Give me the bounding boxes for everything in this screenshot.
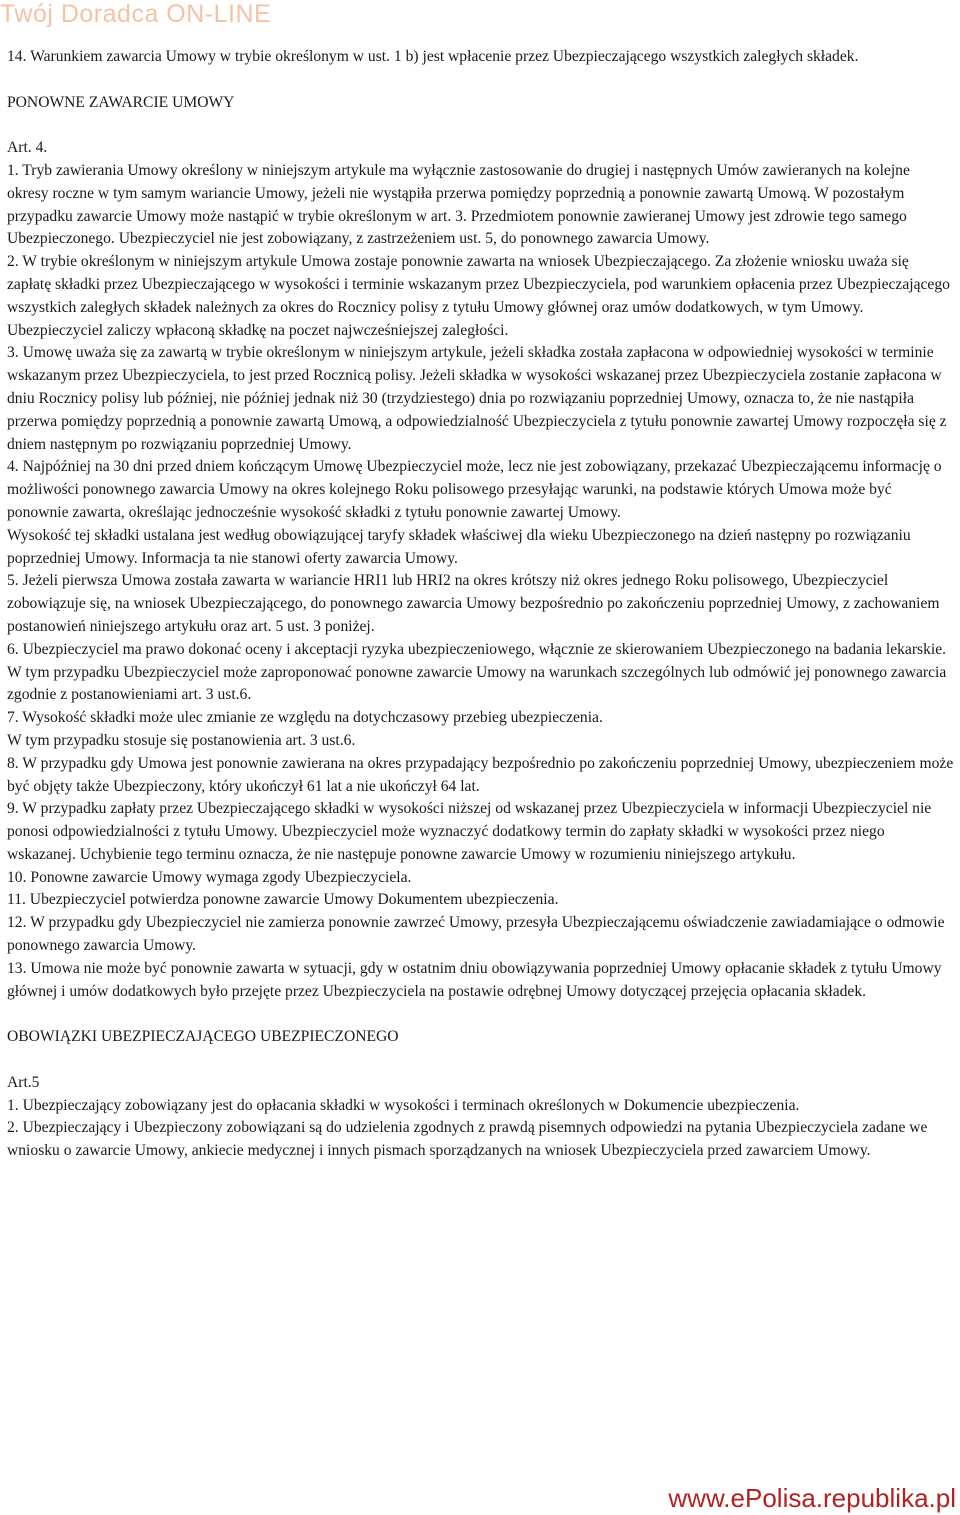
art4-paragraph: 9. W przypadku zapłaty przez Ubezpieczającego składki w wysokości niższej od wskazanej przez Ubezpieczyciela w informacji Ubezpieczyciel nie ponosi odpowiedzialności z tytułu Umowy. Ubezpieczyciel może wyznaczyć dodatkowy termin do zapłaty składki w wysokości przez niego wskazanej. Uchybienie tego terminu oznacza, że nie następuje ponowne zawarcie Umowy w rozumieniu niniejszego artykułu. [7, 800, 932, 863]
art4-paragraph: 1. Tryb zawierania Umowy określony w niniejszym artykule ma wyłącznie zastosowanie do drugiej i następnych Umów zawieranych na kolejne okresy roczne w tym samym wariancie Umowy, jeżeli nie wystąpiła przerwa pomiędzy poprzednią a ponownie zawartą Umową. W pozostałym przypadku zawarcie Umowy może nastąpić w trybie określonym w art. 3. Przedmiotem ponownie zawieranej Umowy jest zdrowie tego samego Ubezpieczonego. Ubezpieczyciel nie jest zobowiązany, z zastrzeżeniem ust. 5, do ponownego zawarcia Umowy. [7, 161, 910, 248]
section-heading-obowiazki: OBOWIĄZKI UBEZPIECZAJĄCEGO UBEZPIECZONEGO [7, 1028, 399, 1046]
section-heading-ponowne-zawarcie: PONOWNE ZAWARCIE UMOWY [7, 93, 235, 111]
art4-paragraph: 3. Umowę uważa się za zawartą w trybie określonym w niniejszym artykule, jeżeli składka została zapłacona w odpowiedniej wysokości w terminie wskazanym przez Ubezpieczyciela, to jest przed Rocznicą polisy. Jeżeli składka w wysokości wskazanej przez Ubezpieczyciela zostanie zapłacona w dniu Rocznicy polisy lub później, nie później jednak niż 30 (trzydziestego) dnia po rozwiązaniu poprzedniej Umowy, oznacza to, że nie nastąpiła przerwa pomiędzy poprzednią a ponownie zawartą Umową, a odpowiedzialność Ubezpieczyciela z tytułu ponownie zawartej Umowy rozpoczęła się z dniem następnym po rozwiązaniu poprzedniej Umowy. [7, 344, 947, 453]
art4-paragraph: 7. Wysokość składki może ulec zmianie ze względu na dotychczasowy przebieg ubezpieczenia. [7, 709, 603, 727]
art4-paragraph: 12. W przypadku gdy Ubezpieczyciel nie zamierza ponownie zawrzeć Umowy, przesyła Ubezpieczającemu oświadczenie zawiadamiające o odmowie ponownego zawarcia Umowy. [7, 914, 945, 955]
site-header-title: Twój Doradca ON-LINE [0, 0, 272, 28]
article-5-label: Art.5 [7, 1073, 40, 1091]
art4-paragraph: 4. Najpóźniej na 30 dni przed dniem kończącym Umowę Ubezpieczyciel może, lecz nie jest zobowiązany, przekazać Ubezpieczającemu informację o możliwości ponownego zawarcia Umowy na okres kolejnego Roku polisowego przesyłając warunki, na podstawie których Umowa może być ponownie zawarta, określając jednocześnie wysokość składki z tytułu ponownie zawartej Umowy. [7, 458, 942, 521]
art4-paragraph: W tym przypadku stosuje się postanowienia art. 3 ust.6. [7, 731, 356, 749]
art4-paragraph: 11. Ubezpieczyciel potwierdza ponowne zawarcie Umowy Dokumentem ubezpieczenia. [7, 891, 559, 909]
art5-paragraph: 1. Ubezpieczający zobowiązany jest do opłacania składki w wysokości i terminach określonych w Dokumencie ubezpieczenia. [7, 1096, 800, 1114]
art4-paragraph: 10. Ponowne zawarcie Umowy wymaga zgody Ubezpieczyciela. [7, 868, 412, 886]
art4-paragraph: Wysokość tej składki ustalana jest według obowiązującej taryfy składek właściwej dla wieku Ubezpieczonego na dzień następny po rozwiązaniu poprzedniej Umowy. Informacja ta nie stanowi oferty zawarcia Umowy. [7, 526, 911, 567]
art5-paragraph: 2. Ubezpieczający i Ubezpieczony zobowiązani są do udzielenia zgodnych z prawdą pisemnych odpowiedzi na pytania Ubezpieczyciela zadane we wniosku o zawarcie Umowy, ankiecie medycznej i innych pismach sporządzanych na wniosek Ubezpieczyciela przed zawarciem Umowy. [7, 1119, 928, 1160]
art4-paragraph: 8. W przypadku gdy Umowa jest ponownie zawierana na okres przypadający bezpośrednio po zakończeniu poprzedniej Umowy, ubezpieczeniem może być objęty także Ubezpieczony, który ukończył 61 lat a nie ukończył 64 lat. [7, 754, 954, 795]
art4-paragraph: 6. Ubezpieczyciel ma prawo dokonać oceny i akceptacji ryzyka ubezpieczeniowego, włącznie ze skierowaniem Ubezpieczonego na badania lekarskie. W tym przypadku Ubezpieczyciel może zaproponować ponowne zawarcie Umowy na warunkach szczególnych lub odmówić jej ponownego zawarcia zgodnie z postanowieniami art. 3 ust.6. [7, 640, 947, 704]
site-footer-url: www.ePolisa.republika.pl [668, 1483, 956, 1513]
art4-paragraph: 13. Umowa nie może być ponownie zawarta w sytuacji, gdy w ostatnim dniu obowiązywania poprzedniej Umowy opłacanie składek z tytułu Umowy głównej i umów dodatkowych było przejęte przez Ubezpieczyciela na postawie odrębnej Umowy dotyczącej przejęcia opłacania składek. [7, 959, 942, 1000]
art4-paragraph: 2. W trybie określonym w niniejszym artykule Umowa zostaje ponownie zawarta na wniosek Ubezpieczającego. Za złożenie wniosku uważa się zapłatę składki przez Ubezpieczającego w wysokości i terminie wskazanym przez Ubezpieczyciela, pod warunkiem opłacenia przez Ubezpieczającego wszystkich zaległych składek należnych za okres do Rocznicy polisy z tytułu Umowy głównej oraz umów dodatkowych, w tym Umowy. Ubezpieczyciel zaliczy wpłaconą składkę na poczet najwcześniejszej zaległości. [7, 253, 950, 339]
document-body [7, 46, 954, 1163]
art4-paragraph: 5. Jeżeli pierwsza Umowa została zawarta w wariancie HRI1 lub HRI2 na okres krótszy niż okres jednego Roku polisowego, Ubezpieczyciel zobowiązuje się, na wniosek Ubezpieczającego, do ponownego zawarcia Umowy bezpośrednio po zakończeniu poprzedniej Umowy, z zachowaniem postanowień niniejszego artykułu oraz art. 5 ust. 3 poniżej. [7, 572, 940, 635]
paragraph-14-warunek: 14. Warunkiem zawarcia Umowy w trybie określonym w ust. 1 b) jest wpłacenie przez Ubezpieczającego wszystkich zaległych składek. [7, 48, 859, 65]
article-4-label: Art. 4. [7, 139, 48, 157]
